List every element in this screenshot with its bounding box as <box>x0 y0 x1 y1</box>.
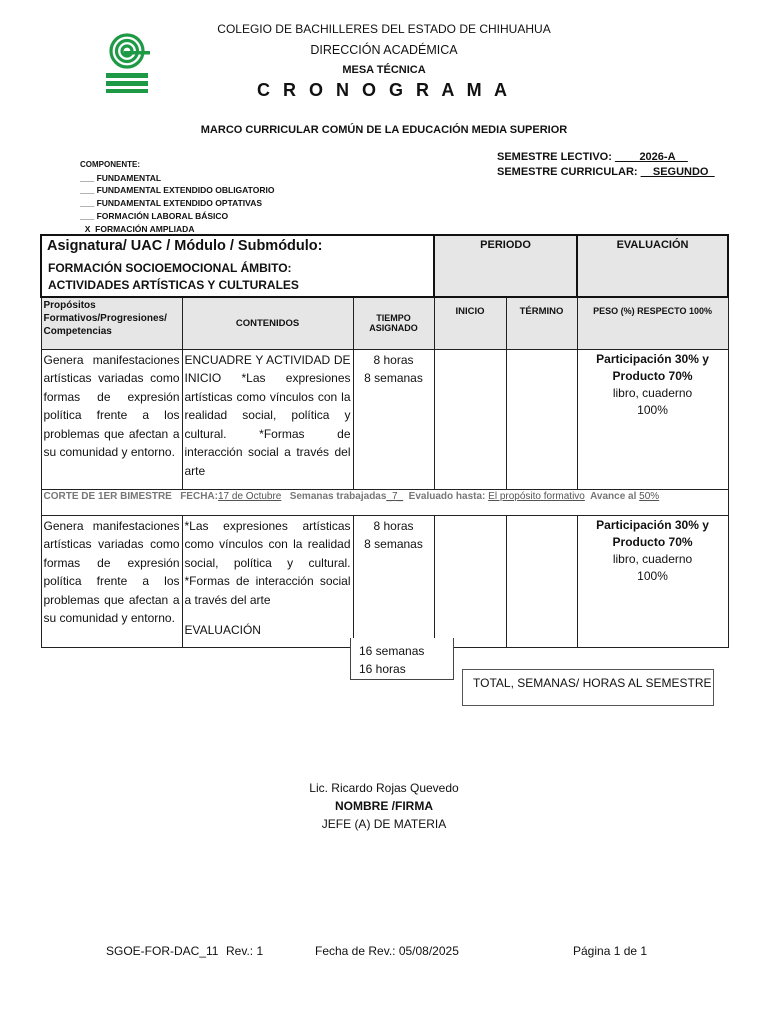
propositos-header: Propósitos Formativos/Progresiones/ Competencias <box>41 297 182 349</box>
row-inicio <box>434 349 506 489</box>
revision-date: Fecha de Rev.: 05/08/2025 <box>315 944 459 958</box>
signer-role: JEFE (A) DE MATERIA <box>321 817 447 831</box>
subject-cell <box>41 235 434 297</box>
component-option: ___ FUNDAMENTAL EXTENDIDO OBLIGATORIO <box>80 185 275 196</box>
total-semanas: 16 semanas <box>359 644 425 658</box>
row-proposito: Genera manifestaciones artísticas variadas como formas de expresión política frente a los problemas que afectan a su comunidad y entorno. <box>41 349 182 489</box>
peso-header: PESO (%) RESPECTO 100% <box>577 297 728 349</box>
corte-evaluado: El propósito formativo <box>488 490 585 502</box>
component-title: COMPONENTE: <box>80 160 140 169</box>
row-peso: Participación 30% y Producto 70% libro, cuaderno 100% <box>577 515 728 647</box>
direction-name: DIRECCIÓN ACADÉMICA <box>310 43 458 57</box>
row-contenidos: *Las expresiones artísticas como vínculos con la realidad social, política y cultural. *Formas de interacción social a través del arte EVALUACIÓN <box>182 515 353 647</box>
semester-curricular-label: SEMESTRE CURRICULAR: <box>497 166 638 178</box>
corte-cell: CORTE DE 1ER BIMESTRE FECHA:17 de Octubre Semanas trabajadas_7_ Evaluado hasta: El propósito formativo Avance al 50% <box>41 489 728 515</box>
periodo-header: PERIODO <box>434 235 577 297</box>
row-proposito: Genera manifestaciones artísticas variadas como formas de expresión política frente a los problemas que afectan a su comunidad y entorno. <box>41 515 182 647</box>
semester-lectivo-value: ____2026-A__ <box>614 151 688 163</box>
corte-row <box>41 489 728 515</box>
component-option-selected: X FORMACIÓN AMPLIADA <box>84 223 195 234</box>
row-inicio <box>434 515 506 647</box>
schedule-table <box>40 234 729 648</box>
termino-header: TÉRMINO <box>506 297 577 349</box>
corte-label: CORTE DE 1ER BIMESTRE <box>43 490 172 502</box>
subject-label: Asignatura/ UAC / Módulo / Submódulo: <box>47 238 323 254</box>
row-termino <box>506 515 577 647</box>
mesa-tecnica: MESA TÉCNICA <box>342 64 426 76</box>
totals-box <box>350 638 454 680</box>
signer-name: Lic. Ricardo Rojas Quevedo <box>309 781 459 795</box>
component-option: ___ FORMACIÓN LABORAL BÁSICO <box>80 210 229 221</box>
subject-name: FORMACIÓN SOCIOEMOCIONAL ÁMBITO: ACTIVIDADES ARTÍSTICAS Y CULTURALES <box>48 261 299 292</box>
row-tiempo: 8 horas 8 semanas <box>353 349 434 489</box>
framework-title: MARCO CURRICULAR COMÚN DE LA EDUCACIÓN MEDIA SUPERIOR <box>200 124 568 136</box>
contenidos-header: CONTENIDOS <box>182 297 353 349</box>
semester-info <box>497 150 715 180</box>
evaluacion-header: EVALUACIÓN <box>577 235 728 297</box>
component-option: ___ FUNDAMENTAL <box>80 172 162 183</box>
document-title: C R O N O G R A M A <box>257 80 511 100</box>
semester-lectivo-label: SEMESTRE LECTIVO: <box>497 151 612 163</box>
row-contenidos: ENCUADRE Y ACTIVIDAD DE INICIO *Las expresiones artísticas como vínculos con la realidad social, política y cultural. *Formas de interacción social a través del arte <box>182 349 353 489</box>
component-list <box>80 159 274 235</box>
corte-semanas: _7_ <box>386 490 404 502</box>
table-row <box>41 515 728 647</box>
tiempo-header: TIEMPO ASIGNADO <box>353 297 434 349</box>
institution-name: COLEGIO DE BACHILLERES DEL ESTADO DE CHIHUAHUA <box>217 22 551 36</box>
inicio-header: INICIO <box>434 297 506 349</box>
row-evaluacion-label: EVALUACIÓN <box>184 623 261 637</box>
corte-avance: 50% <box>639 490 660 502</box>
signature-field: NOMBRE /FIRMA <box>335 799 433 813</box>
component-option: ___ FUNDAMENTAL EXTENDIDO OPTATIVAS <box>80 198 262 209</box>
row-peso: Participación 30% y Producto 70% libro, cuaderno 100% <box>577 349 728 489</box>
row-termino <box>506 349 577 489</box>
table-row <box>41 349 728 489</box>
form-code: SGOE-FOR-DAC_11 <box>106 944 219 958</box>
revision: Rev.: 1 <box>226 944 264 958</box>
row-tiempo: 8 horas 8 semanas <box>353 515 434 647</box>
totals-label: TOTAL, SEMANAS/ HORAS AL SEMESTRE <box>462 669 714 706</box>
signature-block <box>0 779 768 833</box>
semester-curricular-value: __SEGUNDO_ <box>640 166 715 178</box>
corte-fecha: 17 de Octubre <box>217 490 282 502</box>
page-number: Página 1 de 1 <box>573 944 648 958</box>
total-horas: 16 horas <box>359 662 406 676</box>
